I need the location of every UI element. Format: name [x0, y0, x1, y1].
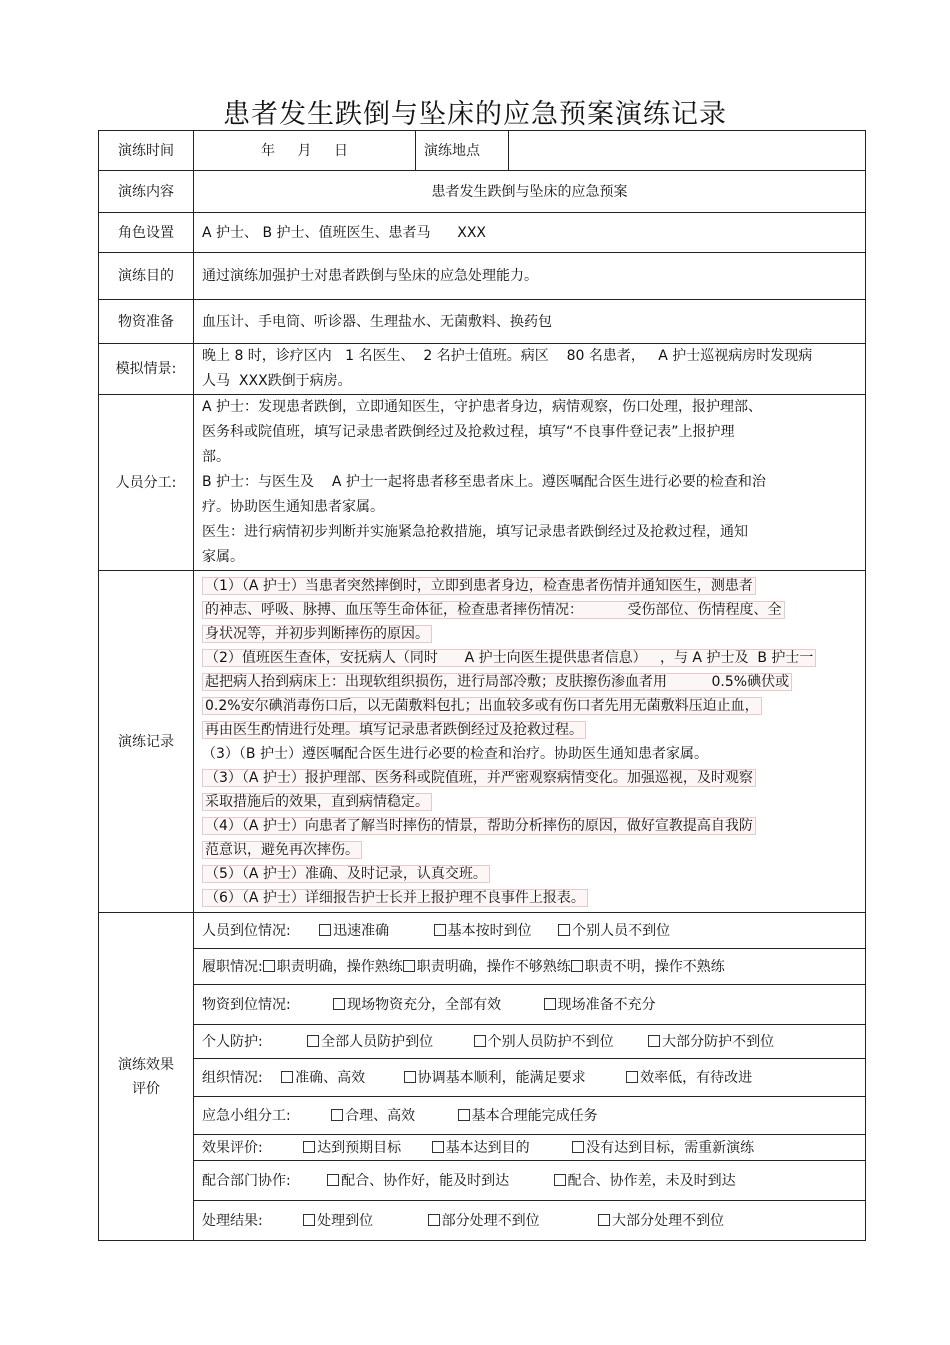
- option-label: 准确、高效: [295, 1069, 366, 1086]
- record-line: 的神志、呼吸、脉搏、血压等生命体征，检查患者摔伤情况： 受伤部位、伤情程度、全: [202, 601, 785, 619]
- record-line: 再由医生酌情进行处理。填写记录患者跌倒经过及抢救过程。: [202, 721, 586, 739]
- option-label: 个别人员防护不到位: [487, 1033, 614, 1050]
- checkbox-icon[interactable]: [626, 1071, 638, 1083]
- division-line: 家属。: [202, 549, 244, 565]
- eval-key: 应急小组分工:: [202, 1107, 291, 1124]
- checkbox-icon[interactable]: [474, 1035, 486, 1047]
- checkbox-icon[interactable]: [558, 924, 570, 936]
- record-line: 身状况等，并初步判断摔伤的原因。: [202, 625, 432, 643]
- row-eval-2: [99, 985, 866, 1025]
- label-content: 演练内容: [99, 171, 194, 213]
- option-label: 没有达到目标，需重新演练: [586, 1139, 755, 1156]
- checkbox-option[interactable]: [474, 1030, 614, 1054]
- checkbox-option[interactable]: [626, 1066, 752, 1090]
- record-line: （1）（A 护士）当患者突然摔倒时，立即到患者身边，检查患者伤情并通知医生，测患者: [202, 577, 756, 595]
- checkbox-icon[interactable]: [571, 960, 583, 972]
- checkbox-icon[interactable]: [281, 1071, 293, 1083]
- record-line: （6）（A 护士）详细报告护士长并上报护理不良事件上报表。: [202, 889, 588, 907]
- option-label: 大部分处理不到位: [612, 1212, 725, 1229]
- division-line: B 护士：与医生及 A 护士一起将患者移至患者床上。遵医嘱配合医生进行必要的检查和治: [202, 474, 766, 490]
- row-supplies: [99, 300, 866, 344]
- date-day: 日: [333, 142, 348, 159]
- checkbox-icon[interactable]: [458, 1109, 470, 1121]
- row-eval-8: [99, 1201, 866, 1241]
- row-eval-0: [99, 913, 866, 949]
- record-line: （3）（A 护士）报护理部、医务科或院值班，并严密观察病情变化。加强巡视，及时观察: [202, 769, 756, 787]
- eval-item: [194, 949, 866, 985]
- checkbox-option[interactable]: [554, 1169, 736, 1193]
- row-purpose: [99, 253, 866, 300]
- checkbox-icon[interactable]: [303, 1141, 315, 1153]
- option-label: 现场准备不充分: [557, 996, 656, 1013]
- checkbox-option[interactable]: [432, 1136, 530, 1160]
- label-supplies: 物资准备: [99, 300, 194, 344]
- roles-value: A 护士、 B 护士、值班医生、患者马 XXX: [194, 213, 866, 253]
- option-label: 处理到位: [317, 1212, 374, 1229]
- label-purpose: 演练目的: [99, 253, 194, 300]
- date-year: 年: [261, 142, 276, 159]
- checkbox-icon[interactable]: [572, 1141, 584, 1153]
- checkbox-option[interactable]: [648, 1030, 774, 1054]
- division-value: [194, 395, 866, 571]
- checkbox-icon[interactable]: [263, 960, 275, 972]
- label-location: 演练地点: [416, 131, 509, 171]
- checkbox-icon[interactable]: [303, 1214, 315, 1226]
- checkbox-option[interactable]: [434, 919, 532, 943]
- checkbox-option[interactable]: [333, 993, 501, 1017]
- eval-key: 组织情况:: [202, 1069, 263, 1086]
- checkbox-icon[interactable]: [598, 1214, 610, 1226]
- label-roles: 角色设置: [99, 213, 194, 253]
- checkbox-option[interactable]: [303, 1209, 373, 1233]
- option-label: 基本按时到位: [447, 922, 532, 939]
- label-evaluation-line: 演练效果: [118, 1056, 174, 1073]
- record-line: （2）值班医生查体，安抚病人（同时 A 护士向医生提供患者信息） ，与 A 护士及 B 护士一: [202, 649, 816, 667]
- record-line: （3）（B 护士）遵医嘱配合医生进行必要的检查和治疗。协助医生通知患者家属。: [202, 745, 708, 762]
- scenario-line: 人马 XXX跌倒于病房。: [202, 373, 352, 389]
- record-line: 起把病人抬到病床上：出现软组织损伤，进行局部冷敷；皮肤擦伤渗血者用 0.5%碘伏或: [202, 673, 792, 691]
- checkbox-icon[interactable]: [554, 1174, 566, 1186]
- option-label: 效率低，有待改进: [640, 1069, 753, 1086]
- label-evaluation: [99, 913, 194, 1241]
- eval-item: [194, 1025, 866, 1059]
- record-line: 0.2%安尔碘消毒伤口后，以无菌敷料包扎；出血较多或有伤口者先用无菌敷料压迫止血，: [202, 697, 762, 715]
- checkbox-icon[interactable]: [648, 1035, 660, 1047]
- division-line: 医务科或院值班，填写记录患者跌倒经过及抢救过程，填写“不良事件登记表”上报护理: [202, 424, 735, 440]
- option-label: 职责不明，操作不熟练: [584, 958, 725, 975]
- label-time: 演练时间: [99, 131, 194, 171]
- record-line: 采取措施后的效果，直到病情稳定。: [202, 793, 432, 811]
- record-line: （5）（A 护士）准确、及时记录，认真交班。: [202, 865, 490, 883]
- row-roles: [99, 213, 866, 253]
- label-evaluation-line: 评价: [132, 1080, 160, 1097]
- option-label: 配合、协作差，未及时到达: [567, 1172, 736, 1189]
- label-division: 人员分工:: [99, 395, 194, 571]
- eval-item: [194, 1059, 866, 1097]
- scenario-line: 晚上 8 时，诊疗区内 1 名医生、 2 名护士值班。病区 80 名患者， A 护士巡视病房时发现病: [202, 348, 813, 364]
- record-value: [194, 571, 866, 913]
- checkbox-option[interactable]: [281, 1066, 365, 1090]
- checkbox-icon[interactable]: [428, 1214, 440, 1226]
- division-line: A 护士：发现患者跌倒，立即通知医生，守护患者身边，病情观察，伤口处理，报护理部、: [202, 399, 763, 415]
- location-value: [509, 131, 866, 171]
- option-label: 基本合理能完成任务: [471, 1107, 598, 1124]
- label-record: 演练记录: [99, 571, 194, 913]
- option-label: 现场物资充分，全部有效: [347, 996, 502, 1013]
- row-eval-6: [99, 1135, 866, 1161]
- option-label: 达到预期目标: [317, 1139, 402, 1156]
- division-line: 医生：进行病情初步判断并实施紧急抢救措施，填写记录患者跌倒经过及抢救过程，通知: [202, 524, 748, 540]
- checkbox-icon[interactable]: [544, 998, 556, 1010]
- checkbox-icon[interactable]: [432, 1141, 444, 1153]
- eval-key: 个人防护:: [202, 1033, 263, 1050]
- row-eval-5: [99, 1097, 866, 1135]
- eval-item: [194, 913, 866, 949]
- eval-item: [194, 1097, 866, 1135]
- content-value: 患者发生跌倒与坠床的应急预案: [194, 171, 866, 213]
- option-label: 全部人员防护到位: [321, 1033, 434, 1050]
- checkbox-option[interactable]: [458, 1104, 598, 1128]
- row-eval-1: [99, 949, 866, 985]
- option-label: 协调基本顺利，能满足要求: [417, 1069, 586, 1086]
- eval-key: 物资到位情况:: [202, 996, 291, 1013]
- scenario-value: [194, 344, 866, 395]
- checkbox-option[interactable]: [327, 1169, 509, 1193]
- row-time: [99, 131, 866, 171]
- option-label: 职责明确，操作熟练: [276, 958, 403, 975]
- eval-item: [194, 1135, 866, 1161]
- checkbox-icon[interactable]: [319, 924, 331, 936]
- row-eval-4: [99, 1059, 866, 1097]
- supplies-value: 血压计、手电筒、听诊器、生理盐水、无菌敷料、换药包: [194, 300, 866, 344]
- checkbox-option[interactable]: [558, 919, 670, 943]
- row-scenario: [99, 344, 866, 395]
- eval-key: 履职情况:: [202, 958, 263, 975]
- page-title: 患者发生跌倒与坠床的应急预案演练记录: [223, 99, 727, 130]
- option-label: 部分处理不到位: [441, 1212, 540, 1229]
- checkbox-icon[interactable]: [333, 998, 345, 1010]
- label-scenario: 模拟情景:: [99, 344, 194, 395]
- eval-item: [194, 985, 866, 1025]
- eval-key: 配合部门协作:: [202, 1172, 291, 1189]
- record-line: （4）（A 护士）向患者了解当时摔伤的情景，帮助分析摔伤的原因，做好宣教提高自我防: [202, 817, 756, 835]
- checkbox-option[interactable]: [307, 1030, 433, 1054]
- row-eval-7: [99, 1161, 866, 1201]
- checkbox-icon[interactable]: [331, 1109, 343, 1121]
- option-label: 迅速准确: [333, 922, 390, 939]
- checkbox-option[interactable]: [428, 1209, 540, 1233]
- option-label: 配合、协作好，能及时到达: [341, 1172, 510, 1189]
- eval-key: 处理结果:: [202, 1212, 263, 1229]
- date-cell: [194, 131, 416, 171]
- checkbox-option[interactable]: [319, 919, 389, 943]
- checkbox-icon[interactable]: [403, 960, 415, 972]
- checkbox-option[interactable]: [303, 1136, 401, 1160]
- eval-item: [194, 1201, 866, 1241]
- checkbox-icon[interactable]: [327, 1174, 339, 1186]
- checkbox-icon[interactable]: [307, 1035, 319, 1047]
- division-line: 部。: [202, 449, 230, 465]
- drill-record-table: [98, 130, 866, 1241]
- checkbox-icon[interactable]: [404, 1071, 416, 1083]
- row-division: [99, 395, 866, 571]
- row-eval-3: [99, 1025, 866, 1059]
- eval-key: 效果评价:: [202, 1139, 263, 1156]
- checkbox-option[interactable]: [544, 993, 656, 1017]
- record-line: 范意识，避免再次摔伤。: [202, 841, 362, 859]
- checkbox-option[interactable]: [598, 1209, 724, 1233]
- option-label: 合理、高效: [345, 1107, 416, 1124]
- date-month: 月: [297, 142, 312, 159]
- checkbox-option[interactable]: [572, 1136, 754, 1160]
- row-record: [99, 571, 866, 913]
- eval-key: 人员到位情况:: [202, 922, 291, 939]
- option-label: 职责明确，操作不够熟练: [416, 958, 571, 975]
- checkbox-option[interactable]: [404, 1066, 586, 1090]
- option-label: 个别人员不到位: [572, 922, 671, 939]
- purpose-value: 通过演练加强护士对患者跌倒与坠床的应急处理能力。: [194, 253, 866, 300]
- option-label: 大部分防护不到位: [662, 1033, 775, 1050]
- option-label: 基本达到目的: [445, 1139, 530, 1156]
- row-content: [99, 171, 866, 213]
- division-line: 疗。协助医生通知患者家属。: [202, 499, 384, 515]
- eval-item: [194, 1161, 866, 1201]
- checkbox-option[interactable]: [331, 1104, 415, 1128]
- checkbox-icon[interactable]: [434, 924, 446, 936]
